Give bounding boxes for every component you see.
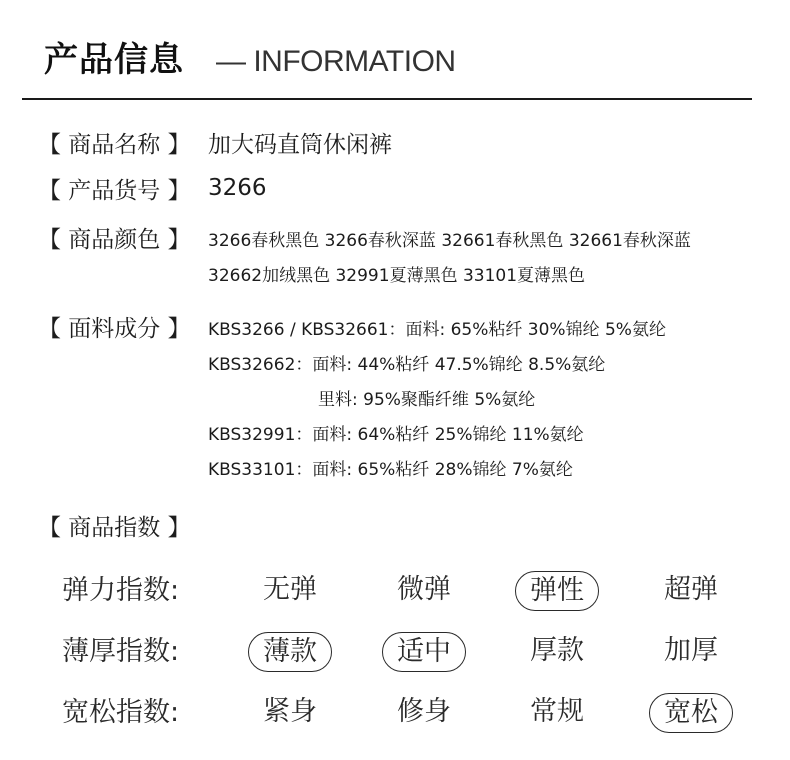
product-name-label: 【 商品名称 】 [38, 132, 191, 158]
elasticity-index-label: 弹力指数: [62, 575, 180, 606]
elasticity-option: 弹性 [515, 571, 599, 611]
thickness-option: 薄款 [248, 632, 332, 672]
section-subtitle: — INFORMATION [216, 45, 456, 78]
product-sku-label: 【 产品货号 】 [38, 178, 191, 204]
product-colors-line: 32662加绒黑色 32991夏薄黑色 33101夏薄黑色 [208, 266, 586, 286]
fabric-line: KBS32662：面料: 44%粘纤 47.5%锦纶 8.5%氨纶 [208, 355, 606, 375]
index-section-label: 【 商品指数 】 [38, 515, 191, 541]
fabric-line: KBS32991：面料: 64%粘纤 25%锦纶 11%氨纶 [208, 425, 584, 445]
elasticity-option: 无弹 [263, 574, 317, 605]
product-colors-label: 【 商品颜色 】 [38, 227, 191, 253]
elasticity-option: 微弹 [397, 574, 451, 605]
thickness-option: 加厚 [664, 635, 718, 666]
elasticity-option: 超弹 [664, 574, 718, 605]
header-divider [22, 98, 752, 100]
fabric-label: 【 面料成分 】 [38, 316, 191, 342]
fabric-line: 里料: 95%聚酯纤维 5%氨纶 [318, 390, 536, 410]
product-colors-line: 3266春秋黑色 3266春秋深蓝 32661春秋黑色 32661春秋深蓝 [208, 231, 691, 251]
fabric-line: KBS3266 / KBS32661：面料: 65%粘纤 30%锦纶 5%氨纶 [208, 320, 666, 340]
fit-option: 修身 [397, 696, 451, 727]
fit-option: 常规 [530, 696, 584, 727]
fit-index-label: 宽松指数: [62, 697, 180, 728]
fabric-line: KBS33101：面料: 65%粘纤 28%锦纶 7%氨纶 [208, 460, 573, 480]
product-sku-value: 3266 [208, 175, 267, 201]
fit-option: 宽松 [649, 693, 733, 733]
thickness-option: 厚款 [530, 635, 584, 666]
thickness-index-label: 薄厚指数: [62, 636, 180, 667]
product-name-value: 加大码直筒休闲裤 [208, 132, 392, 158]
fit-option: 紧身 [263, 696, 317, 727]
thickness-option: 适中 [382, 632, 466, 672]
section-title: 产品信息 [44, 40, 184, 80]
